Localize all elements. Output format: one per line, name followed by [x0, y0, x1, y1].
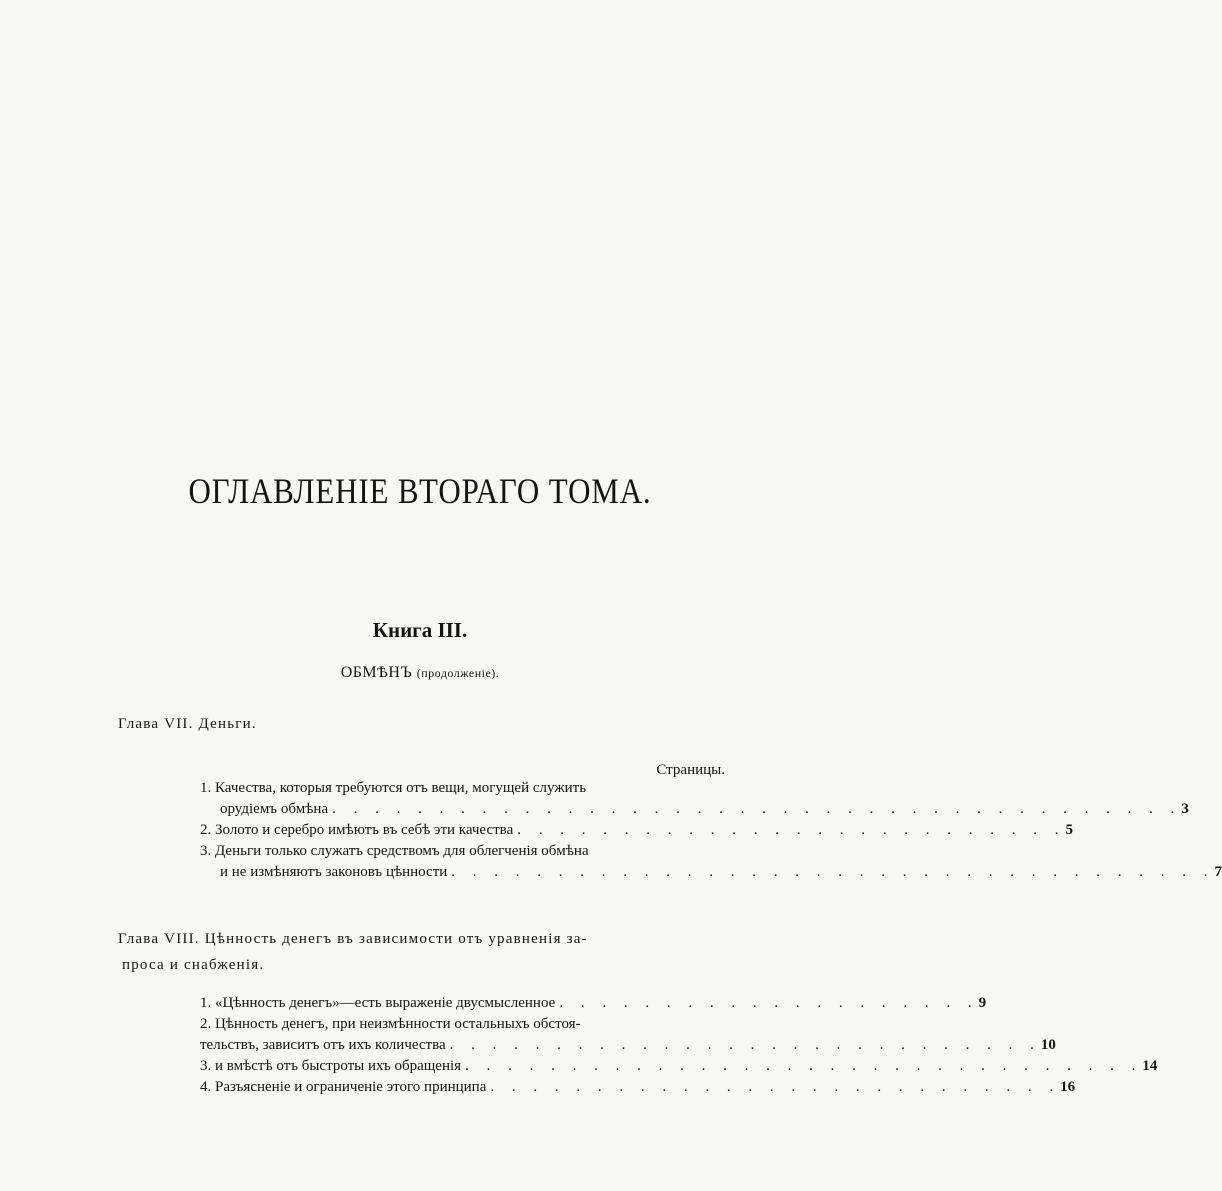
toc-entry-7-3[interactable]	[200, 841, 717, 862]
toc-entry-8-4[interactable]	[200, 1077, 1076, 1098]
toc-entry-8-2-cont[interactable]	[200, 1035, 1056, 1056]
section-title: ОБМѢНЪ	[340, 664, 413, 681]
leader-dots: . . . . . . . . . . . . . . . . . . . . . . . . . . .	[490, 1079, 1061, 1095]
toc-entry-8-1[interactable]	[200, 993, 987, 1014]
entry-text: орудіемъ обмѣна	[220, 801, 329, 817]
chapter-8-label: Глава VIII.	[118, 931, 200, 947]
page-number: 3	[1181, 801, 1189, 817]
leader-dots: . . . . . . . . . . . . . . . . . . . . . . . . . . . . . . . . . . . .	[451, 864, 1215, 880]
toc-entry-8-3[interactable]	[200, 1056, 1158, 1077]
page-number: 5	[1065, 822, 1073, 838]
toc-entry-8-2[interactable]	[200, 1014, 717, 1035]
toc-entry-7-1[interactable]	[200, 778, 717, 799]
page-number: 14	[1142, 1058, 1158, 1074]
page-title: ОГЛАВЛЕНІЕ ВТОРАГО ТОМА.	[188, 471, 652, 511]
leader-dots: . . . . . . . . . . . . . . . . . . . .	[559, 995, 979, 1011]
leader-dots: . . . . . . . . . . . . . . . . . . . . . . . . . . . . . . . .	[465, 1058, 1143, 1074]
chapter-8-heading	[118, 926, 722, 978]
chapter-7-name: Деньги.	[198, 716, 257, 732]
entry-text: и не измѣняютъ законовъ цѣнности	[220, 864, 448, 880]
chapter-7-entries	[200, 778, 1222, 883]
section-note: (продолженіе).	[416, 666, 500, 680]
toc-entry-7-3-cont[interactable]	[200, 862, 1222, 883]
leader-dots: . . . . . . . . . . . . . . . . . . . . . . . . . . . . . . . . . . . . . . . .	[332, 801, 1182, 817]
leader-dots: . . . . . . . . . . . . . . . . . . . . . . . . . .	[517, 822, 1066, 838]
page-number: 10	[1040, 1037, 1056, 1053]
entry-text: 3. Деньги только служатъ средствомъ для облегченія обмѣна	[200, 843, 589, 859]
chapter-8-name: Цѣнность денегъ въ зависимости отъ уравненія за-	[204, 931, 588, 947]
page-number: 9	[978, 995, 987, 1011]
chapter-7-heading	[118, 716, 257, 733]
chapter-8-name-cont: проса и снабженія.	[122, 957, 265, 973]
page-number: 16	[1060, 1079, 1076, 1095]
entry-text: тельствъ, зависитъ отъ ихъ количества	[200, 1037, 446, 1053]
chapter-8-entries	[200, 993, 1158, 1098]
pages-column-header: Страницы.	[656, 762, 725, 778]
entry-text: 2. Золото и серебро имѣютъ въ себѣ эти качества	[200, 822, 514, 838]
entry-text: 1. Качества, которыя требуются отъ вещи, могущей служить	[200, 780, 587, 796]
toc-entry-7-1-cont[interactable]	[200, 799, 1189, 820]
entry-text: 2. Цѣнность денегъ, при неизмѣнности остальныхъ обстоя-	[200, 1016, 581, 1032]
book-heading: Книга III.	[372, 618, 468, 642]
entry-text: 1. «Цѣнность денегъ»—есть выраженіе двусмысленное	[200, 995, 556, 1011]
chapter-7-label: Глава VII.	[118, 716, 194, 732]
entry-text: 4. Разъясненіе и ограниченіе этого принципа	[200, 1079, 487, 1095]
entry-text: 3. и вмѣстѣ отъ быстроты ихъ обращенія	[200, 1058, 462, 1074]
leader-dots: . . . . . . . . . . . . . . . . . . . . . . . . . . . .	[449, 1037, 1041, 1053]
section-subtitle	[0, 664, 840, 682]
page-number: 7	[1214, 864, 1222, 880]
toc-entry-7-2[interactable]	[200, 820, 1073, 841]
